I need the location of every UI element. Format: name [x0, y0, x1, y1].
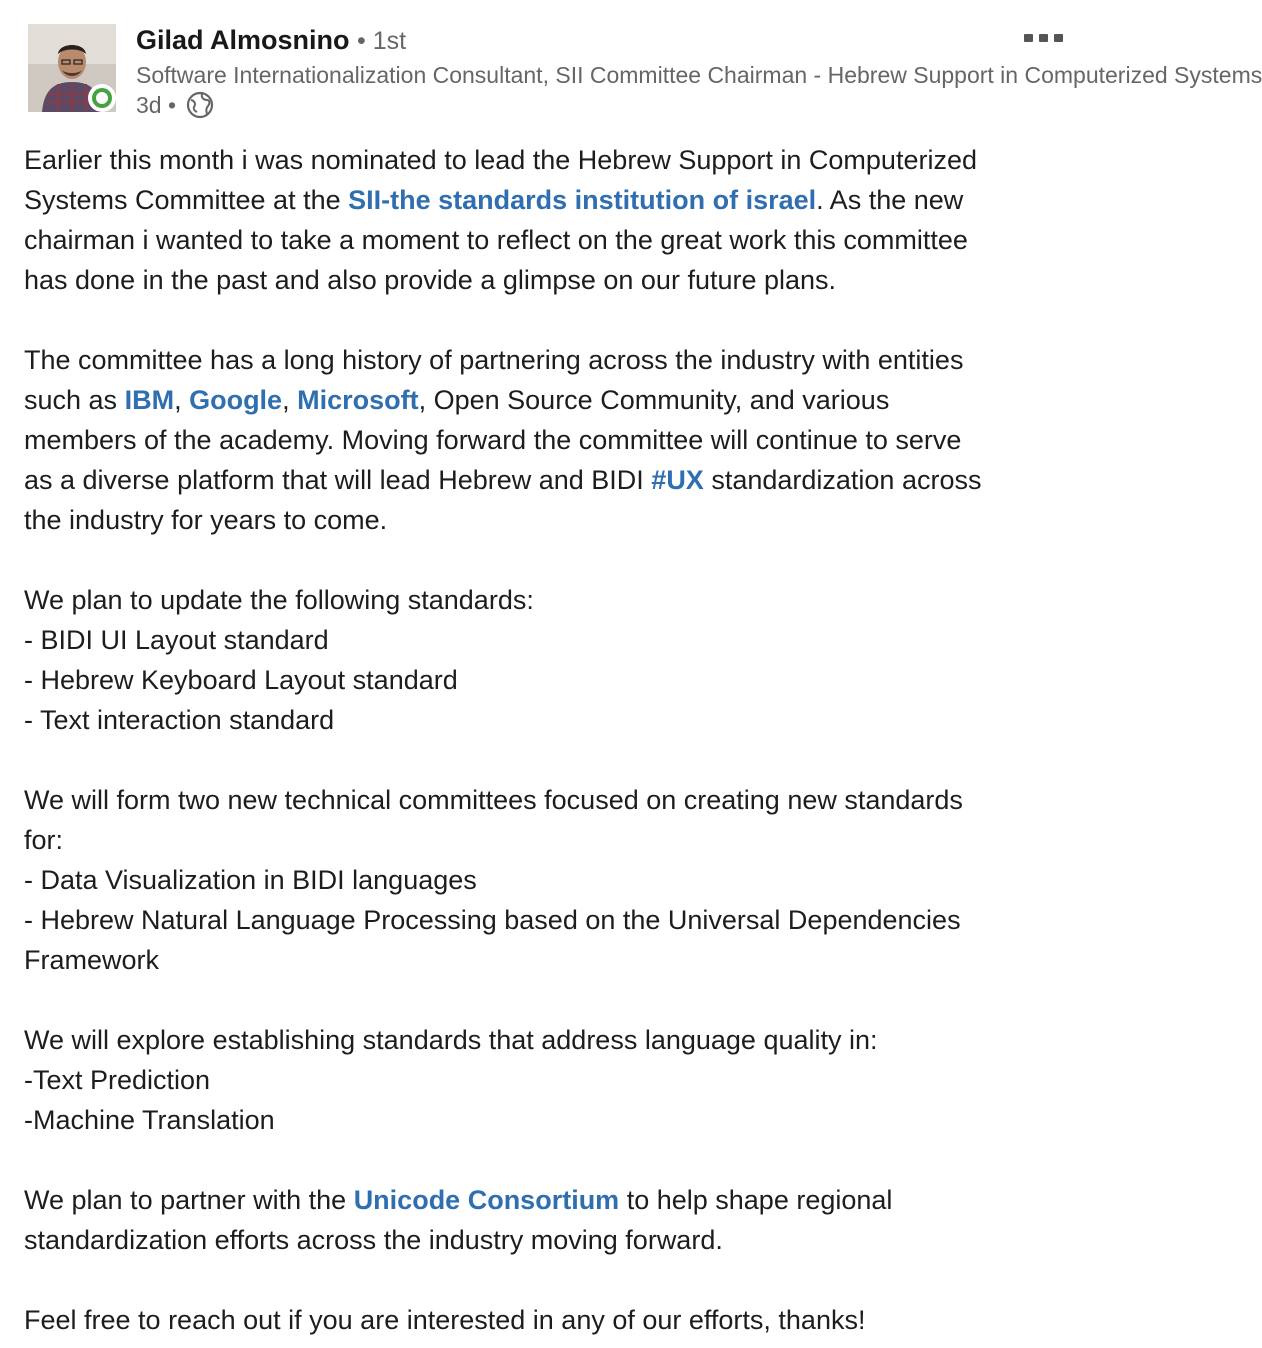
- post-line: -Machine Translation: [24, 1105, 275, 1135]
- post-line: The committee has a long history of partnering across the industry with entities: [24, 345, 964, 375]
- post-text: We plan to partner with the: [24, 1185, 354, 1215]
- post-text: as a diverse platform that will lead Hebrew and BIDI: [24, 465, 652, 495]
- post-line: - Text interaction standard: [24, 705, 335, 735]
- more-options-icon[interactable]: [1024, 30, 1068, 46]
- unicode-consortium-link[interactable]: Unicode Consortium: [353, 1185, 620, 1215]
- paragraph-gap: [24, 540, 1064, 580]
- online-status-indicator: [88, 84, 116, 112]
- post-line: - Hebrew Keyboard Layout standard: [24, 665, 458, 695]
- globe-icon: [186, 91, 214, 119]
- author-headline: Software Internationalization Consultant, SII Committee Chairman - Hebrew Support in Computerized Systems: [136, 62, 1262, 88]
- post-line: [24, 1180, 1064, 1220]
- paragraph-gap: [24, 1260, 1064, 1300]
- post-line: [24, 180, 1064, 220]
- presence-dot: [92, 88, 112, 108]
- paragraph-gap: [24, 300, 1064, 340]
- post-line: the industry for years to come.: [24, 505, 388, 535]
- post-line: Feel free to reach out if you are interested in any of our efforts, thanks!: [24, 1305, 866, 1335]
- post-timestamp: 3d •: [136, 92, 177, 118]
- post-line: We will form two new technical committees focused on creating new standards: [24, 785, 963, 815]
- post-text: , Open Source Community, and various: [418, 385, 890, 415]
- post-header: [28, 24, 1262, 124]
- ux-hashtag-link[interactable]: #UX: [651, 465, 704, 495]
- post-line: - Data Visualization in BIDI languages: [24, 865, 477, 895]
- author-name-line: [136, 24, 406, 56]
- sii-company-link[interactable]: SII-the standards institution of israel: [348, 185, 817, 215]
- post-timestamp-line: [136, 90, 214, 120]
- post-line: members of the academy. Moving forward the committee will continue to serve: [24, 425, 962, 455]
- post-text: ,: [282, 385, 298, 415]
- paragraph-gap: [24, 740, 1064, 780]
- author-avatar-container[interactable]: [28, 24, 116, 112]
- post-line: chairman i wanted to take a moment to reflect on the great work this committee: [24, 225, 968, 255]
- post-line: Earlier this month i was nominated to lead the Hebrew Support in Computerized: [24, 145, 977, 175]
- post-text: . As the new: [816, 185, 964, 215]
- more-dot: [1054, 34, 1063, 42]
- post-text: ,: [174, 385, 190, 415]
- post-line: for:: [24, 825, 64, 855]
- more-dot: [1039, 34, 1048, 42]
- post-body: [24, 140, 1064, 1340]
- google-mention-link[interactable]: Google: [189, 385, 283, 415]
- ibm-mention-link[interactable]: IBM: [124, 385, 175, 415]
- microsoft-mention-link[interactable]: Microsoft: [297, 385, 419, 415]
- more-dot: [1024, 34, 1033, 42]
- post-text: such as: [24, 385, 125, 415]
- post-line: has done in the past and also provide a glimpse on our future plans.: [24, 265, 837, 295]
- post-line: - Hebrew Natural Language Processing based on the Universal Dependencies: [24, 905, 961, 935]
- post-text: to help shape regional: [619, 1185, 893, 1215]
- post-line: - BIDI UI Layout standard: [24, 625, 329, 655]
- post-line: [24, 460, 1064, 500]
- paragraph-gap: [24, 1140, 1064, 1180]
- post-line: We plan to update the following standards:: [24, 585, 534, 615]
- post-text: standardization across: [703, 465, 982, 495]
- author-name[interactable]: Gilad Almosnino: [136, 25, 350, 55]
- post-line: [24, 380, 1064, 420]
- paragraph-gap: [24, 980, 1064, 1020]
- post-line: -Text Prediction: [24, 1065, 211, 1095]
- connection-degree: • 1st: [357, 27, 407, 55]
- post-line: We will explore establishing standards that address language quality in:: [24, 1025, 878, 1055]
- post-text: Systems Committee at the: [24, 185, 349, 215]
- post-line: Framework: [24, 945, 160, 975]
- post-line: standardization efforts across the industry moving forward.: [24, 1225, 723, 1255]
